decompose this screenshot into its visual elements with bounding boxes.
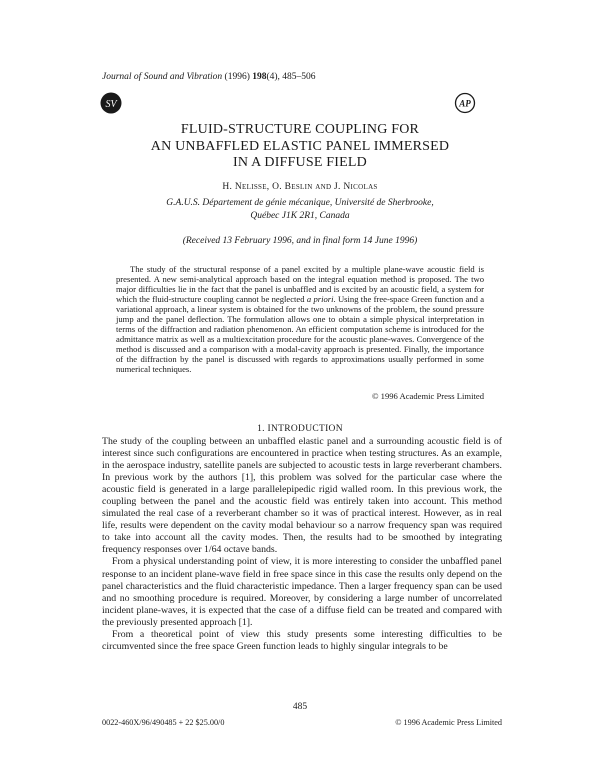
title-line: AN UNBAFFLED ELASTIC PANEL IMMERSED xyxy=(150,138,450,154)
abstract-paragraph xyxy=(116,264,484,375)
journal-citation xyxy=(102,72,316,82)
abstract xyxy=(116,264,484,375)
ap-logo-icon xyxy=(454,92,476,114)
ap-logo-text: AP xyxy=(459,98,471,109)
footer-code: 0022-460X/96/490485 + 22 $25.00/0 xyxy=(102,718,225,727)
body-paragraph: From a physical understanding point of view, it is more interesting to consider the unbaffled panel response to an incident plane-wave field in free space since in this case the results only depend on the panel characteristics and the fluid characteristic impedance. Then a larger frequency span can be used and no smoothing procedure is required. Moreover, by considering a large number of uncorrelated incident plane-waves, it is expected that the case of a diffuse field can be treated and compared with the previously presented approach [1]. xyxy=(102,556,502,628)
journal-issue-pages: (4), 485–506 xyxy=(266,72,316,82)
journal-volume: 198 xyxy=(252,72,267,82)
page-number: 485 xyxy=(292,702,308,712)
article-title xyxy=(100,122,500,172)
affiliation-line: Québec J1K 2R1, Canada xyxy=(250,210,350,221)
footer-copyright: © 1996 Academic Press Limited xyxy=(395,718,502,727)
body-paragraph: The study of the coupling between an unbaffled elastic panel and a surrounding acoustic field is of interest since such configurations are encountered in practice when testing structures. As an example, in the aerospace industry, satellite panels are subjected to acoustic tests in large reverberant chambers. In previous work by the authors [1], this problem was solved for the particular case where the acoustic field is generated in a large parallelepipedic rigid walled room. In this previous work, the coupling between the panel and the acoustic field was entirely taken into account. This method simulated the real case of a reverberant chamber so it was of practical interest. However, as in real life, results were dependent on the cavity modal behaviour so a narrow frequency span was required to take into account all the cavity modes. Then, the results had to be smoothed by integrating frequency responses over 1/64 octave bands. xyxy=(102,436,502,556)
article-authors: H. Nelisse, O. Beslin and J. Nicolas xyxy=(222,182,378,192)
sv-logo-text: SV xyxy=(105,99,117,110)
section-heading: 1. INTRODUCTION xyxy=(257,424,343,434)
journal-year: (1996) xyxy=(224,72,250,82)
received-dates: (Received 13 February 1996, and in final form 14 June 1996) xyxy=(182,236,418,246)
sv-logo-icon xyxy=(100,92,122,114)
abstract-text: The study of the structural response of a panel excited by a multiple plane-wave acoustic field is presented. A new semi-analytical approach based on the integral equation method is proposed. The two major difficulties lie in the fact that the panel is unbaffled and is excited by an acoustic field, a system for which the fluid-structure coupling cannot be neglected xyxy=(116,264,484,305)
title-line: IN A DIFFUSE FIELD xyxy=(233,155,367,170)
abstract-text: . Using the free-space Green function and a variational approach, a linear system is obtained for the two unknowns of the problem, the sound pressure jump and the panel deflection. The formulation allows one to obtain a simple physical interpretation in terms of the diffraction and radiation phenomenon. An efficient computation scheme is introduced for the admittance matrix as well as a multiexcitation procedure for the acoustic plane-waves. Convergence of the method is discussed and a comparison with a modal-cavity approach is presented. Finally, the importance of the diffraction by the panel is discussed with regards to approximations usually performed in some numerical techniques. xyxy=(116,294,485,375)
title-line: FLUID-STRUCTURE COUPLING FOR xyxy=(180,122,420,137)
abstract-copyright: © 1996 Academic Press Limited xyxy=(371,391,484,401)
journal-name: Journal of Sound and Vibration xyxy=(102,72,223,82)
body-paragraph: From a theoretical point of view this study presents some interesting difficulties to be circumvented since the free space Green function leads to highly singular integrals to be xyxy=(102,628,502,652)
affiliation-line: G.A.U.S. Département de génie mécanique, Université de Sherbrooke, xyxy=(166,198,434,208)
author-affiliation xyxy=(100,197,500,222)
body-text xyxy=(102,436,502,653)
abstract-italic-text: a priori xyxy=(306,294,334,305)
